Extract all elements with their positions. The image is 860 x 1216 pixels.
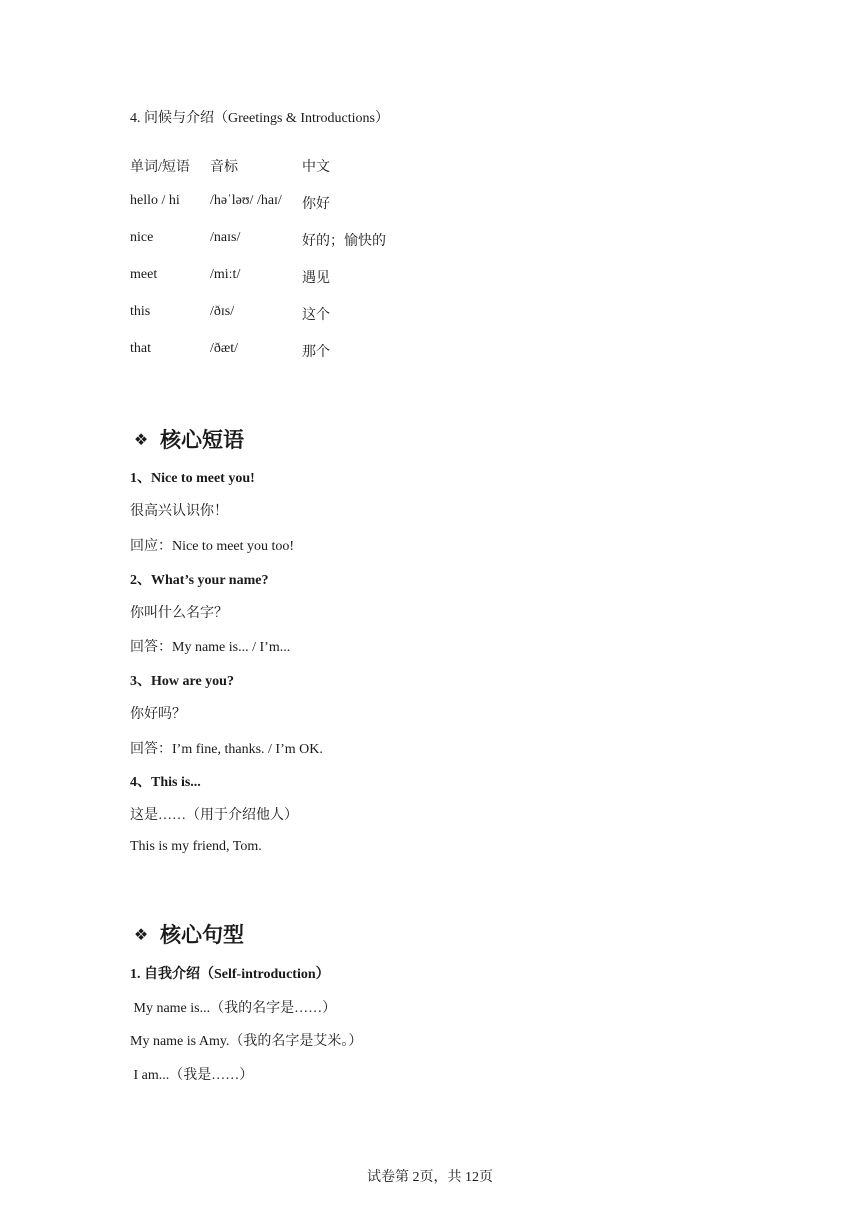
vocab-phonetic: /ðɪs/ [210,304,235,319]
phrase-2-meaning: 你叫什么名字？ [130,606,228,621]
table-row [130,230,450,250]
header-chinese: 中文 [302,160,330,175]
vocab-word: hello / hi [130,193,180,208]
phrase-4-meaning: 这是……（用于介绍他人） [130,808,298,823]
vocab-word: meet [130,267,158,282]
sentence-line: My name is...（我的名字是……） [130,1001,337,1016]
vocab-phonetic: /ðæt/ [210,341,239,356]
phrase-1-response: 回应：Nice to meet you too! [130,539,295,554]
table-row [130,304,450,324]
header-phonetic: 音标 [210,160,238,175]
phrase-2-response: 回答：My name is... / I’m... [130,640,291,655]
vocab-phonetic: /miːt/ [210,267,241,282]
phrase-2-heading: 2、What’s your name? [130,573,269,588]
vocab-chinese: 你好 [302,197,330,212]
phrase-1-meaning: 很高兴认识你！ [130,504,228,519]
phrase-4-heading: 4、This is... [130,775,201,790]
sentences-title-text: 核心句型 [160,923,244,947]
phrase-3-meaning: 你好吗？ [130,707,186,722]
table-row [130,193,450,213]
table-row [130,267,450,287]
vocab-chinese: 遇见 [302,271,330,286]
sentence-line: My name is Amy.（我的名字是艾米。） [130,1034,363,1049]
vocab-word: this [130,304,151,319]
vocab-phonetic: /həˈləʊ/ /haɪ/ [210,193,282,208]
vocab-word: that [130,341,151,356]
sentences-subheading: 1. 自我介绍（Self-introduction） [130,967,330,982]
diamond-bullet-icon: ❖ [133,429,149,449]
header-word: 单词/短语 [130,160,190,175]
sentence-line: I am...（我是……） [130,1068,254,1083]
phrase-3-response: 回答：I’m fine, thanks. / I’m OK. [130,742,323,757]
vocab-chinese: 好的；愉快的 [302,234,386,249]
phrase-3-heading: 3、How are you? [130,674,234,689]
phrase-1-heading: 1、Nice to meet you! [130,471,255,486]
section-heading: 4. 问候与介绍（Greetings & Introductions） [130,111,389,126]
phrases-title-text: 核心短语 [160,428,244,452]
phrase-4-example: This is my friend, Tom. [130,839,262,854]
table-row [130,341,450,361]
vocab-phonetic: /naɪs/ [210,230,241,245]
vocab-header-row [130,156,450,176]
vocab-chinese: 那个 [302,345,330,360]
vocab-word: nice [130,230,154,245]
vocab-chinese: 这个 [302,308,330,323]
phrases-section-title [130,424,244,454]
page-footer: 试卷第 2页，共 12页 [367,1170,493,1185]
diamond-bullet-icon: ❖ [133,924,149,944]
sentences-section-title [130,919,244,949]
